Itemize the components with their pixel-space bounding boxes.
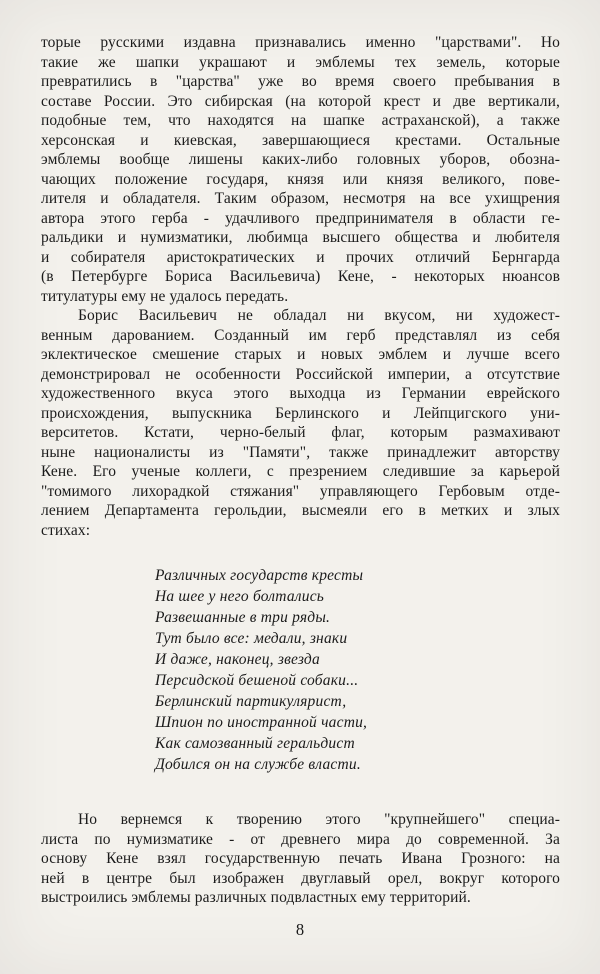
paragraph-1	[41, 33, 560, 306]
text-line: подобные тем, что находятся на шапке астраханской), а также	[41, 112, 560, 129]
text-line: ней в центре был изображен двуглавый орел, вокруг которого	[41, 869, 560, 887]
text-line: превратились в "царства" уже во время своего пребывания в	[41, 73, 560, 90]
text-line: Кене. Его ученые коллеги, с презрением следившие за карьерой	[41, 463, 560, 480]
text-line: торые русскими издавна признавались именно "царствами". Но	[41, 34, 560, 51]
poem-line: На шее у него болтались	[155, 588, 325, 605]
text-line: ныне националисты из "Памяти", также принадлежит авторству	[41, 443, 560, 461]
text-line: составе России. Это сибирская (на которой крест и две вертикали,	[41, 92, 560, 110]
poem-line: Тут было все: медали, знаки	[155, 630, 348, 647]
text-line: верситетов. Кстати, черно-белый флаг, которым размахивают	[41, 424, 560, 441]
text-line: эклектическое смешение старых и новых эмблем и лучше всего	[41, 346, 560, 363]
satirical-poem	[155, 565, 560, 775]
text-line: стихах:	[41, 521, 91, 539]
poem-line: Развешанные в три ряды.	[155, 609, 331, 626]
poem-line: Различных государств кресты	[155, 567, 364, 584]
text-line: "томимого лихорадкой стяжания" управляющего Гербовым отде-	[41, 482, 560, 500]
poem-line: Шпион по иностранной части,	[155, 714, 368, 731]
text-line: титулатуры ему не удалось передать.	[41, 287, 289, 305]
poem-line: Персидской бешеной собаки...	[155, 672, 359, 689]
page-number: 8	[295, 920, 305, 939]
text-line: эмблемы вообще лишены каких-либо головных уборов, обозна-	[41, 151, 560, 168]
text-line: основу Кене взял государственную печать Ивана Грозного: на	[41, 850, 560, 867]
text-line: происхождения, выпускника Берлинского и Лейпцигского уни-	[41, 404, 560, 422]
text-line: художественного вкуса этого выходца из Германии еврейского	[41, 385, 560, 402]
text-line: выстроились эмблемы различных подвластных ему территорий.	[41, 889, 471, 906]
text-line: такие же шапки украшают и эмблемы тех земель, которые	[41, 53, 560, 71]
poem-line: Берлинский партикулярист,	[155, 693, 347, 710]
text-line: венным дарованием. Созданный им герб представлял из себя	[41, 326, 560, 344]
text-line: Борис Васильевич не обладал ни вкусом, ни художест-	[78, 307, 560, 324]
text-line: лением Департамента герольдии, высмеяли его в метких и злых	[41, 502, 560, 519]
text-line: херсонская и киевская, завершающиеся крестами. Остальные	[41, 131, 560, 149]
text-line: автора этого герба - удачливого предпринимателя в области ге-	[41, 209, 560, 227]
paragraph-3	[41, 810, 560, 908]
paragraph-2	[41, 306, 560, 540]
text-line: листа по нумизматике - от древнего мира до современной. За	[41, 830, 560, 848]
text-line: Но вернемся к творению этого "крупнейшего" специа-	[78, 811, 560, 828]
poem-line: Как самозванный геральдист	[155, 735, 355, 752]
text-line: (в Петербурге Бориса Васильевича) Кене, - некоторых нюансов	[41, 268, 560, 285]
text-line: и собирателя аристократических и прочих отличий Бернгарда	[41, 248, 560, 266]
text-line: лителя и обладателя. Таким образом, несмотря на все ухищрения	[41, 190, 560, 207]
text-line: чающих положение государя, князя или князя великого, пове-	[41, 170, 560, 188]
text-line: ральдики и нумизматики, любимца высшего общества и любителя	[41, 229, 560, 246]
poem-line: И даже, наконец, звезда	[155, 651, 320, 668]
text-line: демонстрировал не особенности Российской империи, а отсутствие	[41, 365, 560, 383]
poem-line: Добился он на службе власти.	[155, 756, 361, 773]
